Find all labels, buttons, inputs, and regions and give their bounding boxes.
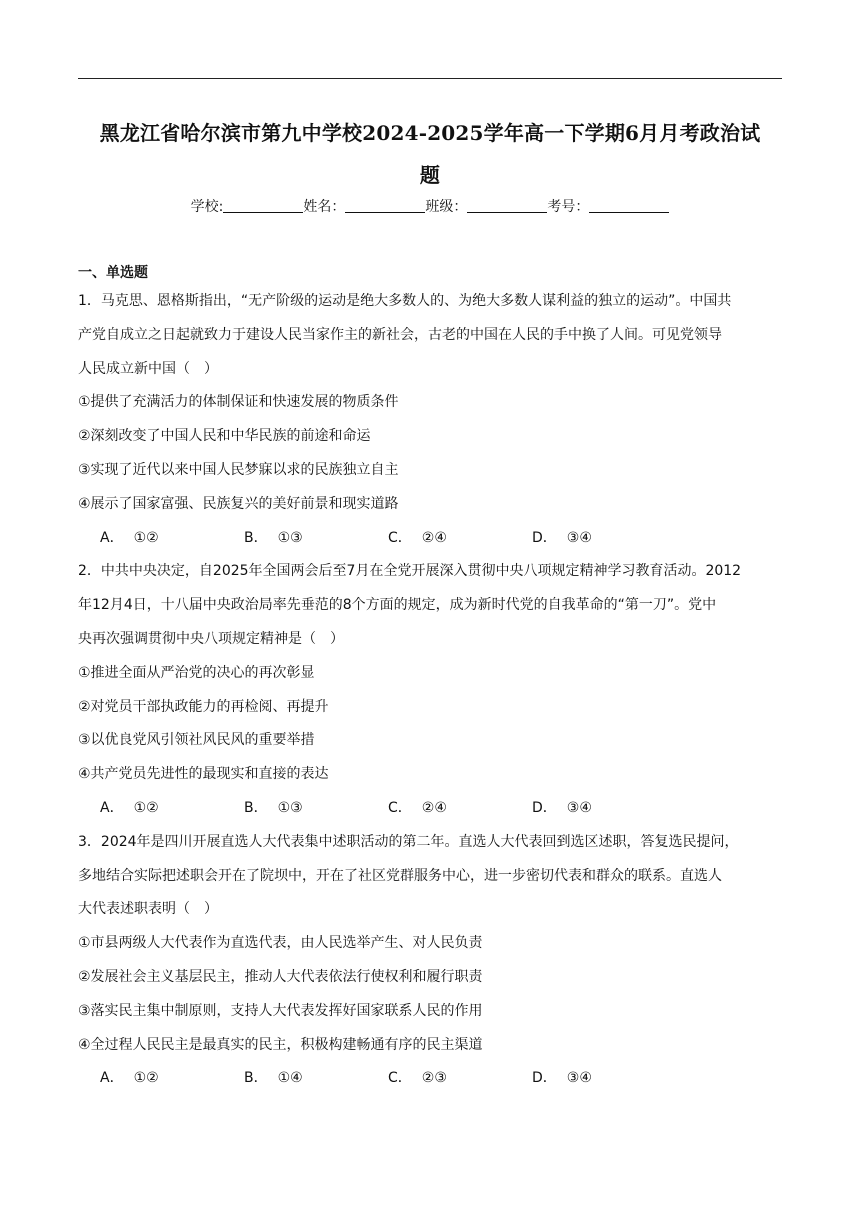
top-divider [78, 78, 782, 79]
stem-line: 1．马克思、恩格斯指出，“无产阶级的运动是绝大多数人的、为绝大多数人谋利益的独立的运动”。中国共 [78, 293, 732, 309]
question-stem [78, 285, 782, 386]
answer-options [78, 792, 782, 826]
option-b[interactable] [244, 522, 388, 556]
option-text: ①② [133, 799, 159, 816]
stem-line: 2．中共中央决定，自2025年全国两会后至7月在全党开展深入贯彻中央八项规定精神学习教育活动。2012 [78, 563, 742, 580]
question-stem [78, 826, 782, 927]
answer-options [78, 1062, 782, 1096]
option-text: ①② [133, 529, 159, 546]
option-d[interactable] [532, 522, 676, 556]
title-line-1: 黑龙江省哈尔滨市第九中学校2024-2025学年高一下学期6月月考政治试 [99, 121, 761, 145]
answer-options [78, 522, 782, 556]
name-field [303, 197, 425, 217]
exam-number-label: 考号： [547, 199, 590, 215]
student-info-line [78, 197, 782, 217]
option-d[interactable] [532, 1062, 676, 1096]
option-text: ③④ [566, 799, 592, 816]
stem-line: 央再次强调贯彻中央八项规定精神是（ ） [78, 630, 344, 647]
statement-item: ①市县两级人大代表作为直选代表，由人民选举产生、对人民负责 [78, 935, 483, 952]
option-letter: C． [388, 1070, 412, 1087]
page-title [78, 112, 782, 196]
statement-item: ①提供了充满活力的体制保证和快速发展的物质条件 [78, 394, 399, 411]
option-letter: B． [244, 799, 268, 816]
option-letter: A． [100, 799, 124, 816]
statement-item: ④共产党员先进性的最现实和直接的表达 [78, 766, 329, 783]
question-3 [78, 826, 782, 1096]
statement-item: ④展示了国家富强、民族复兴的美好前景和现实道路 [78, 495, 399, 512]
option-text: ③④ [566, 1070, 592, 1087]
statement-item: ③以优良党风引领社风民风的重要举措 [78, 732, 315, 749]
class-blank [467, 198, 547, 213]
option-c[interactable] [388, 522, 532, 556]
exam-number-field [547, 197, 669, 217]
school-field [191, 197, 304, 217]
question-1 [78, 285, 782, 555]
question-stem [78, 555, 782, 656]
name-blank [345, 198, 425, 213]
school-blank [223, 198, 303, 213]
option-a[interactable] [100, 522, 244, 556]
option-text: ①③ [277, 529, 303, 546]
option-letter: C． [388, 799, 412, 816]
option-letter: A． [100, 1070, 124, 1087]
option-letter: B． [244, 529, 268, 546]
title-line-2: 题 [419, 163, 441, 187]
option-text: ①③ [277, 799, 303, 816]
option-a[interactable] [100, 1062, 244, 1096]
option-text: ③④ [566, 529, 592, 546]
statement-item: ④全过程人民民主是最真实的民主，积极构建畅通有序的民主渠道 [78, 1036, 483, 1053]
option-text: ①② [133, 1070, 159, 1087]
statement-item: ③实现了近代以来中国人民梦寐以求的民族独立自主 [78, 461, 399, 478]
class-field [425, 197, 547, 217]
option-text: ①④ [277, 1070, 303, 1087]
statement-item: ②深刻改变了中国人民和中华民族的前途和命运 [78, 428, 371, 445]
option-letter: D． [532, 1070, 557, 1087]
option-c[interactable] [388, 1062, 532, 1096]
option-d[interactable] [532, 792, 676, 826]
statement-item: ①推进全面从严治党的决心的再次彰显 [78, 664, 315, 681]
option-c[interactable] [388, 792, 532, 826]
option-letter: B． [244, 1070, 268, 1087]
stem-line: 年12月4日，十八届中央政治局率先垂范的8个方面的规定，成为新时代党的自我革命的“第一刀”。党中 [78, 597, 717, 614]
option-b[interactable] [244, 1062, 388, 1096]
exam-content [78, 262, 782, 1096]
statement-item: ②发展社会主义基层民主，推动人大代表依法行使权利和履行职责 [78, 968, 483, 985]
option-letter: A． [100, 529, 124, 546]
stem-line: 大代表述职表明（ ） [78, 901, 218, 918]
statement-item: ③落实民主集中制原则，支持人大代表发挥好国家联系人民的作用 [78, 1002, 483, 1019]
section-title: 一、单选题 [78, 265, 148, 281]
option-letter: D． [532, 529, 557, 546]
statement-item: ②对党员干部执政能力的再检阅、再提升 [78, 698, 329, 715]
question-2 [78, 555, 782, 825]
stem-line: 人民成立新中国（ ） [78, 360, 218, 377]
option-text: ②④ [421, 529, 447, 546]
option-letter: C． [388, 529, 412, 546]
option-text: ②③ [421, 1070, 447, 1087]
option-letter: D． [532, 799, 557, 816]
school-label: 学校: [190, 199, 224, 215]
stem-line: 产党自成立之日起就致力于建设人民当家作主的新社会，古老的中国在人民的手中换了人间。可见党领导 [78, 326, 722, 343]
exam-number-blank [589, 198, 669, 213]
option-b[interactable] [244, 792, 388, 826]
stem-line: 多地结合实际把述职会开在了院坝中，开在了社区党群服务中心，进一步密切代表和群众的联系。直选人 [78, 867, 722, 884]
stem-line: 3．2024年是四川开展直选人大代表集中述职活动的第二年。直选人大代表回到选区述职，答复选民提问， [78, 833, 739, 850]
option-a[interactable] [100, 792, 244, 826]
class-label: 班级： [425, 199, 468, 215]
option-text: ②④ [421, 799, 447, 816]
name-label: 姓名： [303, 199, 346, 215]
